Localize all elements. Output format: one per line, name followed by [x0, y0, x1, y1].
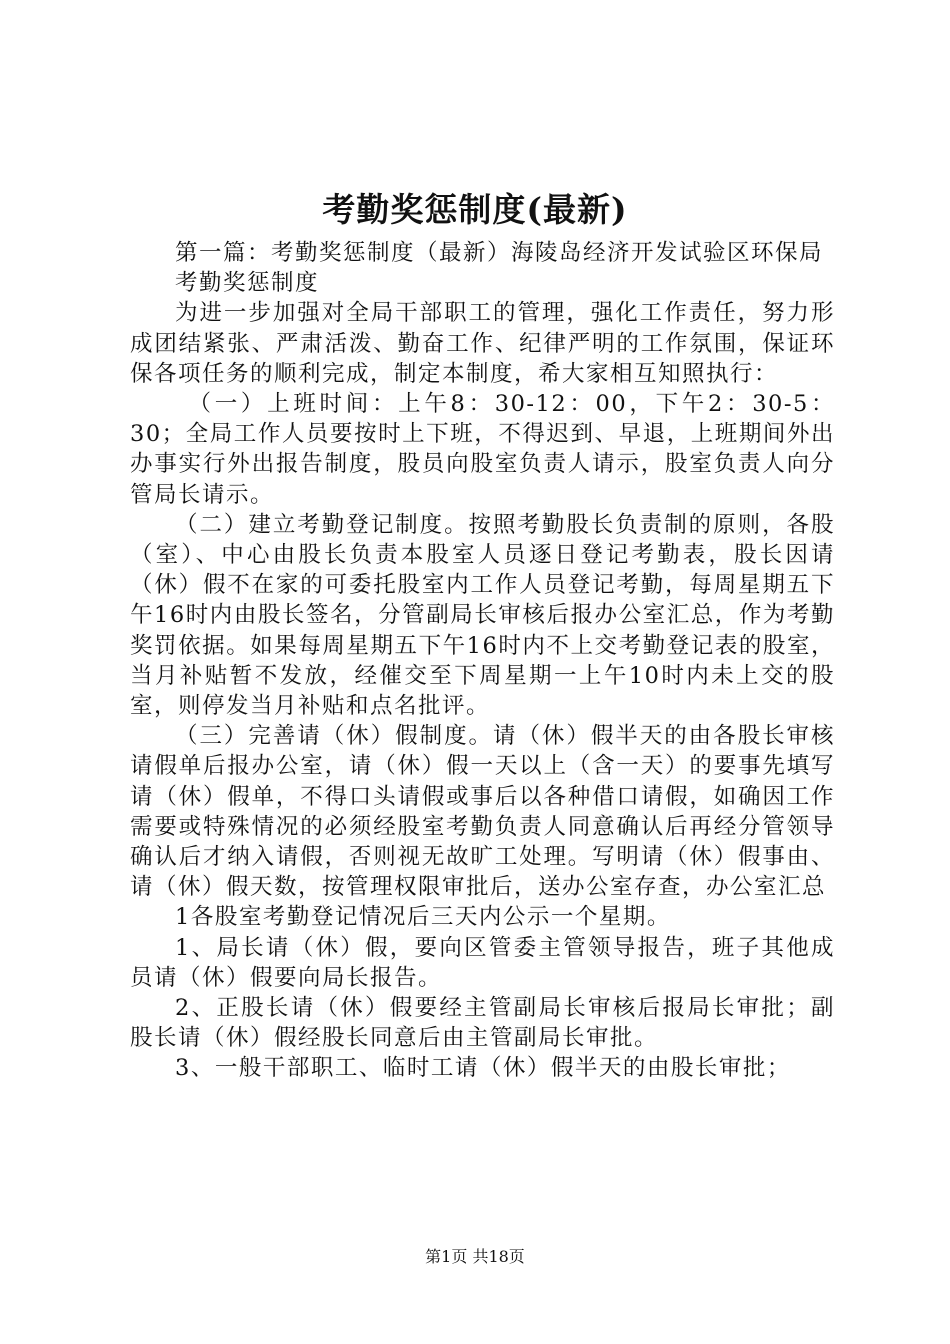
paragraph-purpose: 为进一步加强对全局干部职工的管理，强化工作责任，努力形成团结紧张、严肃活泼、勤奋工作、纪律严明的工作氛围，保证环保各项任务的顺利完成，制定本制度，希大家相互知照执行： — [130, 300, 835, 387]
paragraph-publicity: 1各股室考勤登记情况后三天内公示一个星期。 — [175, 904, 671, 931]
paragraph-rule-2: 2、正股长请（休）假要经主管副局长审核后报局长审批；副股长请（休）假经股长同意后由主管副局长审批。 — [130, 995, 835, 1052]
paragraph-work-hours: （一）上班时间：上午8：30-12：00，下午2：30-5：30；全局工作人员要按时上下班，不得迟到、早退，上班期间外出办事实行外出报告制度，股员向股室负责人请示，股室负责人向分管局长请示。 — [130, 391, 835, 508]
document-title: 考勤奖惩制度(最新) — [322, 190, 628, 229]
paragraph-rule-3: 3、一般干部职工、临时工请（休）假半天的由股长审批； — [175, 1055, 791, 1082]
paragraph-rule-1: 1、局长请（休）假，要向区管委主管领导报告，班子其他成员请（休）假要向局长报告。 — [130, 934, 835, 991]
paragraph-attendance-registration: （二）建立考勤登记制度。按照考勤股长负责制的原则，各股（室）、中心由股长负责本股室人员逐日登记考勤表，股长因请（休）假不在家的可委托股室内工作人员登记考勤，每周星期五下午16时内由股长签名，分管副局长审核后报办公室汇总，作为考勤奖罚依据。如果每周星期五下午16时内不上交考勤登记表的股室，当月补贴暂不发放，经催交至下周星期一上午10时内未上交的股室，则停发当月补贴和点名批评。 — [130, 511, 835, 720]
page-number-footer: 第1页 共18页 — [425, 1247, 525, 1266]
document-body — [130, 238, 835, 1084]
paragraph-intro: 第一篇：考勤奖惩制度（最新）海陵岛经济开发试验区环保局 — [175, 240, 824, 266]
paragraph-subtitle: 考勤奖惩制度 — [175, 270, 320, 297]
paragraph-leave-system: （三）完善请（休）假制度。请（休）假半天的由各股长审核请假单后报办公室，请（休）假一天以上（含一天）的要事先填写请（休）假单，不得口头请假或事后以各种借口请假，如确因工作需要或特殊情况的必须经股室考勤负责人同意确认后再经分管领导确认后才纳入请假，否则视无故旷工处理。写明请（休）假事由、请（休）假天数，按管理权限审批后，送办公室存查，办公室汇总 — [130, 723, 835, 901]
